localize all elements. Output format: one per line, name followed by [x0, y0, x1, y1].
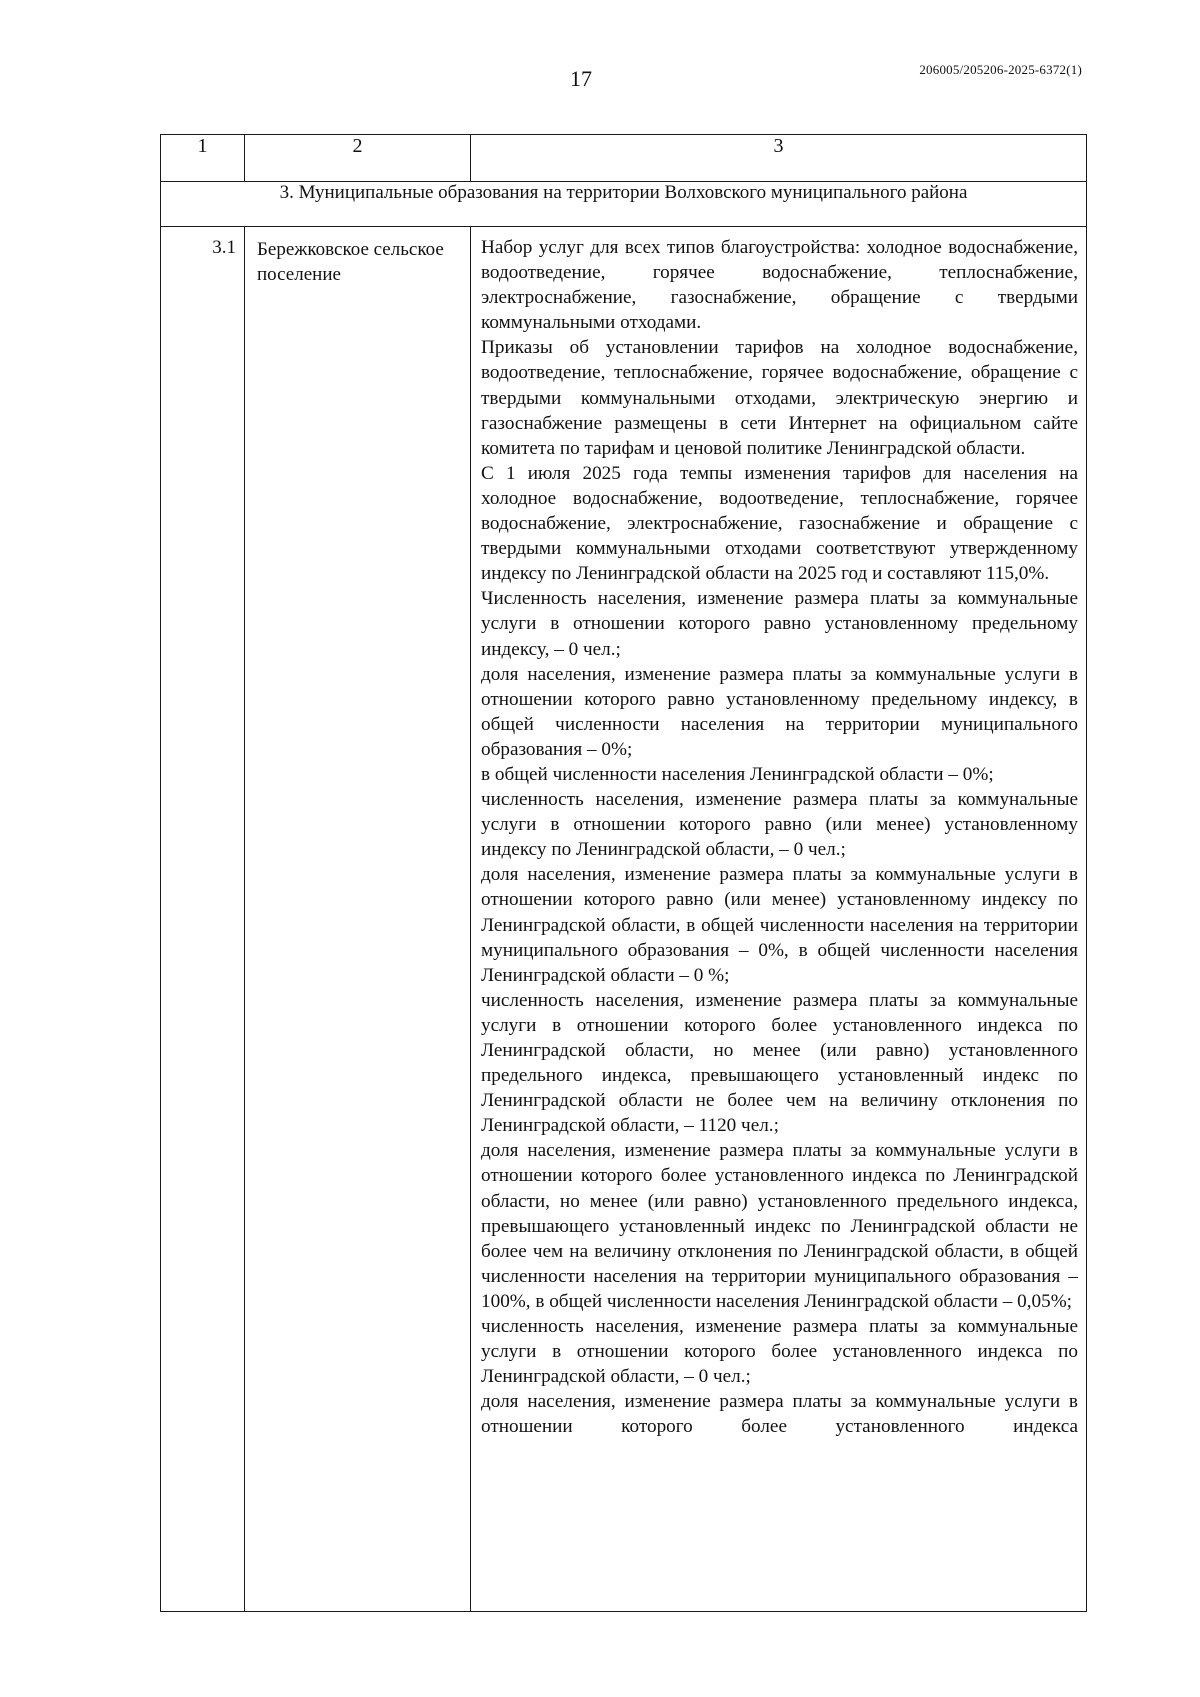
document-code: 206005/205206-2025-6372(1)	[919, 62, 1082, 77]
row-number: 3.1	[161, 227, 245, 1612]
paragraph: доля населения, изменение размера платы за коммунальные услуги в отношении которого более установленного индекса по Ленинградской области, но менее (или равно) установленного предельного индекса, превышающего установленный индекс по Ленинградской области не более чем на величину отклонения по Ленинградской области, в общей численности населения на территории муниципального образования – 100%, в общей численности населения Ленинградской области – 0,05%;	[481, 1140, 1078, 1312]
section-row	[161, 182, 1087, 227]
table-row	[161, 227, 1087, 1612]
page-number: 17	[570, 66, 592, 91]
paragraph: доля населения, изменение размера платы за коммунальные услуги в отношении которого равно (или менее) установленному индексу по Ленинградской области, в общей численности населения на территории муниципального образования – 0%, в общей численности населения Ленинградской области – 0 %;	[481, 864, 1078, 986]
municipality-name: Бережковское сельское поселение	[245, 227, 471, 1612]
paragraph: численность населения, изменение размера платы за коммунальные услуги в отношении которого более установленного индекса по Ленинградской области, но менее (или равно) установленного предельного индекса, превышающего установленный индекс по Ленинградской области не более чем на величину отклонения по Ленинградской области, – 1120 чел.;	[481, 989, 1078, 1137]
paragraph: доля населения, изменение размера платы за коммунальные услуги в отношении которого более установленного индекса	[481, 1391, 1078, 1438]
section-title: 3. Муниципальные образования на территории Волховского муниципального района	[161, 182, 1087, 227]
paragraph: численность населения, изменение размера платы за коммунальные услуги в отношении которого более установленного индекса по Ленинградской области, – 0 чел.;	[481, 1316, 1078, 1388]
paragraph: С 1 июля 2025 года темпы изменения тарифов для населения на холодное водоснабжение, водоотведение, теплоснабжение, горячее водоснабжение, электроснабжение, газоснабжение и обращение с твердыми коммунальными отходами соответствуют утвержденному индексу по Ленинградской области на 2025 год и составляют 115,0%.	[481, 462, 1078, 585]
column-header-row	[161, 135, 1087, 182]
paragraph: Набор услуг для всех типов благоустройства: холодное водоснабжение, водоотведение, горячее водоснабжение, теплоснабжение, электроснабжение, газоснабжение, обращение с твердыми коммунальными отходами.	[481, 237, 1078, 334]
paragraph: в общей численности населения Ленинградской области – 0%;	[481, 763, 994, 785]
column-header-1: 1	[161, 135, 245, 182]
paragraph: Численность населения, изменение размера платы за коммунальные услуги в отношении которого равно установленному предельному индексу, – 0 чел.;	[481, 588, 1078, 660]
description-cell	[471, 227, 1087, 1612]
paragraph: численность населения, изменение размера платы за коммунальные услуги в отношении которого равно (или менее) установленному индексу по Ленинградской области, – 0 чел.;	[481, 789, 1078, 861]
paragraph: Приказы об установлении тарифов на холодное водоснабжение, водоотведение, теплоснабжение, горячее водоснабжение, обращение с твердыми коммунальными отходами, электрическую энергию и газоснабжение размещены в сети Интернет на официальном сайте комитета по тарифам и ценовой политике Ленинградской области.	[481, 337, 1078, 459]
column-header-2: 2	[245, 135, 471, 182]
paragraph: доля населения, изменение размера платы за коммунальные услуги в отношении которого равно установленному предельному индексу, в общей численности населения на территории муниципального образования – 0%;	[481, 663, 1078, 760]
tariff-table	[160, 134, 1087, 1612]
column-header-3: 3	[471, 135, 1087, 182]
